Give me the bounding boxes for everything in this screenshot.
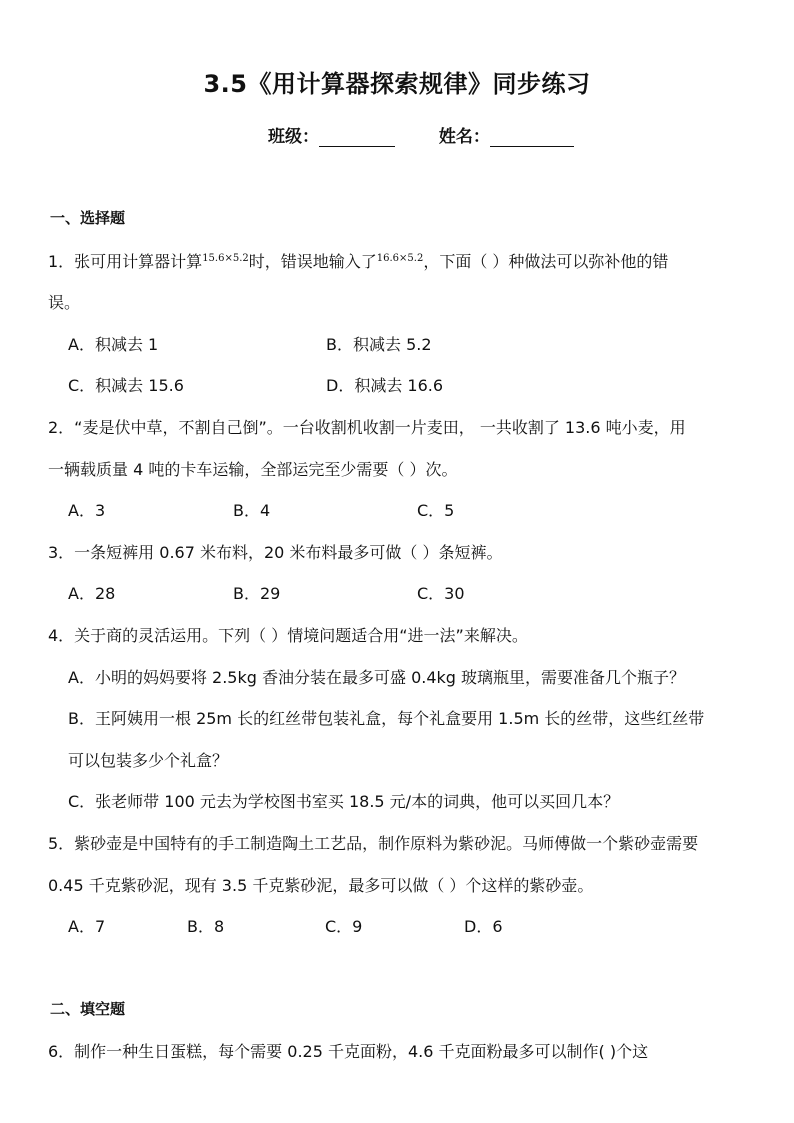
q1-text-b: 时，错误地输入了 bbox=[248, 252, 377, 271]
q2-option-a[interactable]: A．3 bbox=[68, 501, 106, 520]
class-field bbox=[268, 122, 395, 147]
section-fill-heading: 二、填空题 bbox=[50, 1000, 126, 1018]
section-choice-heading: 一、选择题 bbox=[50, 209, 126, 227]
q5-option-b[interactable]: B．8 bbox=[187, 917, 225, 936]
q1-text-c: ，下面（ ）种做法可以弥补他的错 bbox=[423, 252, 669, 271]
q2-option-b[interactable]: B．4 bbox=[233, 501, 271, 520]
q1-expression-2: 16.6×5.2 bbox=[376, 253, 424, 264]
q4-text: 4．关于商的灵活运用。下列（ ）情境问题适合用“进一法”来解决。 bbox=[48, 626, 528, 645]
name-blank[interactable] bbox=[490, 128, 574, 147]
q5-text-line2: 0.45 千克紫砂泥，现有 3.5 千克紫砂泥，最多可以做（ ）个这样的紫砂壶。 bbox=[48, 876, 594, 895]
name-field bbox=[439, 122, 574, 147]
q1-option-d[interactable]: D．积减去 16.6 bbox=[326, 376, 444, 395]
q4-option-b[interactable]: B．王阿姨用一根 25m 长的红丝带包装礼盒，每个礼盒要用 1.5m 长的丝带，这些红丝带 bbox=[68, 709, 705, 728]
q1-option-c[interactable]: C．积减去 15.6 bbox=[68, 376, 184, 395]
q3-option-c[interactable]: C．30 bbox=[417, 584, 465, 603]
q2-text-line1: 2．“麦是伏中草，不割自己倒”。一台收割机收割一片麦田， 一共收割了 13.6 吨小麦，用 bbox=[48, 418, 686, 437]
q2-option-c[interactable]: C．5 bbox=[417, 501, 455, 520]
q1-text bbox=[48, 249, 668, 272]
q1-text-line2: 误。 bbox=[48, 293, 81, 312]
page-title: 3.5《用计算器探索规律》同步练习 bbox=[203, 70, 591, 98]
q1-option-b[interactable]: B．积减去 5.2 bbox=[326, 335, 432, 354]
q1-option-a[interactable]: A．积减去 1 bbox=[68, 335, 159, 354]
q5-option-d[interactable]: D．6 bbox=[464, 917, 503, 936]
q3-option-b[interactable]: B．29 bbox=[233, 584, 281, 603]
q1-text-a: 1．张可用计算器计算 bbox=[48, 252, 203, 271]
student-info bbox=[268, 122, 574, 147]
q3-option-a[interactable]: A．28 bbox=[68, 584, 116, 603]
q3-text: 3．一条短裤用 0.67 米布料，20 米布料最多可做（ ）条短裤。 bbox=[48, 543, 503, 562]
q4-option-a[interactable]: A．小明的妈妈要将 2.5kg 香油分装在最多可盛 0.4kg 玻璃瓶里，需要准备几个瓶子？ bbox=[68, 668, 686, 687]
class-blank[interactable] bbox=[319, 128, 395, 147]
q1-expression-1: 15.6×5.2 bbox=[202, 253, 249, 264]
q5-text-line1: 5．紫砂壶是中国特有的手工制造陶土工艺品，制作原料为紫砂泥。马师傅做一个紫砂壶需要 bbox=[48, 834, 699, 853]
q4-option-c[interactable]: C．张老师带 100 元去为学校图书室买 18.5 元/本的词典，他可以买回几本？ bbox=[68, 792, 620, 811]
q6-text: 6．制作一种生日蛋糕，每个需要 0.25 千克面粉，4.6 千克面粉最多可以制作( )个这 bbox=[48, 1042, 649, 1061]
name-label: 姓名： bbox=[438, 127, 490, 147]
q5-option-c[interactable]: C．9 bbox=[325, 917, 363, 936]
q4-option-b-line2: 可以包装多少个礼盒？ bbox=[68, 751, 229, 770]
q2-text-line2: 一辆载质量 4 吨的卡车运输，全部运完至少需要（ ）次。 bbox=[48, 460, 458, 479]
class-label: 班级： bbox=[268, 127, 319, 147]
q5-option-a[interactable]: A．7 bbox=[68, 917, 106, 936]
